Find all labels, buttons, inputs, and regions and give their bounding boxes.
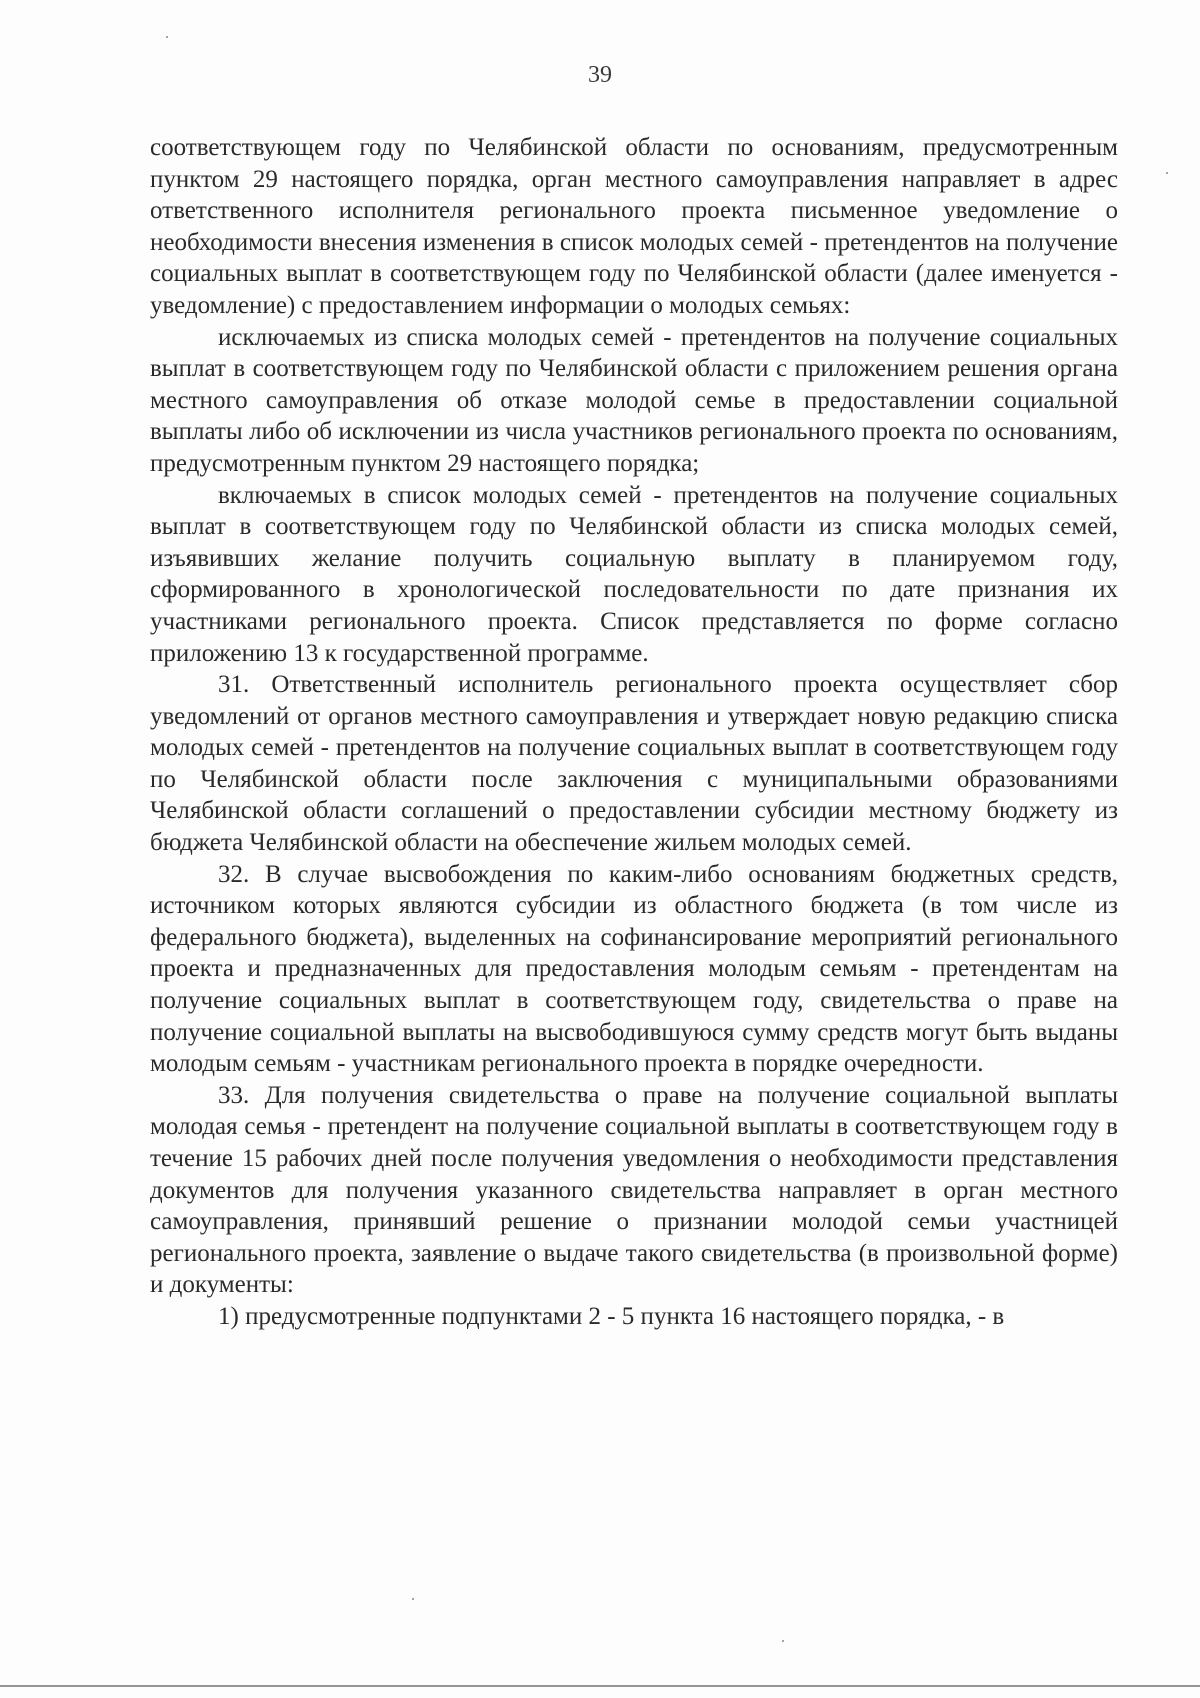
scan-speck bbox=[166, 36, 168, 38]
paragraph-subitem-1: 1) предусмотренные подпунктами 2 - 5 пункта 16 настоящего порядка, - в bbox=[218, 1302, 1005, 1330]
paragraph-item-33: 33. Для получения свидетельства о праве на получение социальной выплаты молодая семья - претендент на получение социальной выплаты в соответствующем году в течение 15 рабочих дней после получения уведомления о необходимости представления документов для получения указанного свидетельства направляет в орган местного самоуправления, принявший решение о признании молодой семьи участницей регионального проекта, заявление о выдаче такого свидетельства (в произвольной форме) и документы: bbox=[150, 1081, 1118, 1299]
scan-bottom-edge bbox=[0, 1685, 1200, 1687]
scan-speck bbox=[782, 1640, 784, 1642]
paragraph-item-31: 31. Ответственный исполнитель регионального проекта осуществляет сбор уведомлений от органов местного самоуправления и утверждает новую редакцию списка молодых семей - претендентов на получение социальных выплат в соответствующем году по Челябинской области после заключения с муниципальными образованиями Челябинской области соглашений о предоставлении субсидии местному бюджету из бюджета Челябинской области на обеспечение жильем молодых семей. bbox=[150, 671, 1118, 857]
page-number: 39 bbox=[588, 62, 612, 88]
scan-speck bbox=[1166, 172, 1168, 174]
paragraph-included-families: включаемых в список молодых семей - претендентов на получение социальных выплат в соответствующем году по Челябинской области из списка молодых семей, изъявивших желание получить социальную выплату в планируемом году, сформированного в хронологической последовательности по дате признания их участниками регионального проекта. Список представляется по форме согласно приложению 13 к государственной программе. bbox=[150, 481, 1118, 667]
paragraph-item-32: 32. В случае высвобождения по каким-либо основаниям бюджетных средств, источником которых являются субсидии из областного бюджета (в том числе из федерального бюджета), выделенных на софинансирование мероприятий регионального проекта и предназначенных для предоставления молодым семьям - претендентам на получение социальных выплат в соответствующем году, свидетельства о праве на получение социальной выплаты на высвободившуюся сумму средств могут быть выданы молодым семьям - участникам регионального проекта в порядке очередности. bbox=[150, 860, 1118, 1078]
document-body bbox=[150, 132, 1118, 1333]
paragraph-continuation: соответствующем году по Челябинской области по основаниям, предусмотренным пунктом 29 настоящего порядка, орган местного самоуправления направляет в адрес ответственного исполнителя регионального проекта письменное уведомление о необходимости внесения изменения в список молодых семей - претендентов на получение социальных выплат в соответствующем году по Челябинской области (далее именуется - уведомление) с предоставлением информации о молодых семьях: bbox=[150, 134, 1118, 319]
paragraph-excluded-families: исключаемых из списка молодых семей - претендентов на получение социальных выплат в соответствующем году по Челябинской области с приложением решения органа местного самоуправления об отказе молодой семье в предоставлении социальной выплаты либо об исключении из числа участников регионального проекта по основаниям, предусмотренным пунктом 29 настоящего порядка; bbox=[150, 323, 1118, 477]
scan-speck bbox=[412, 1598, 414, 1600]
